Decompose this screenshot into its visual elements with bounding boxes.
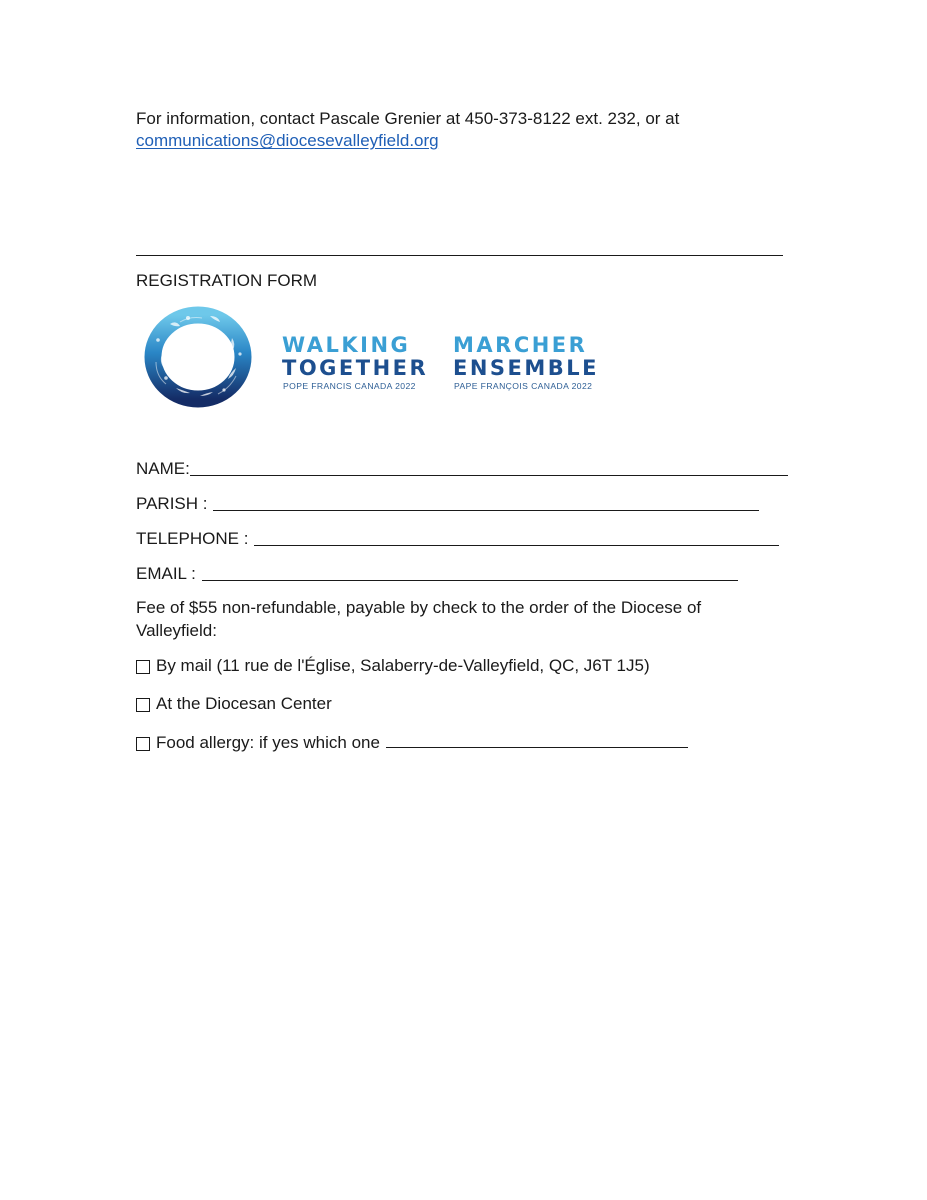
allergy-input-line[interactable]	[386, 747, 688, 748]
registration-title: REGISTRATION FORM	[136, 271, 318, 290]
parish-input-line[interactable]	[213, 510, 759, 511]
logo-together: TOGETHER	[282, 356, 429, 380]
walking-together-logo	[140, 304, 620, 410]
name-field[interactable]	[136, 455, 788, 479]
parish-field[interactable]	[136, 490, 759, 514]
name-input-line[interactable]	[190, 475, 788, 476]
logo-pope-francis: POPE FRANCIS CANADA 2022	[283, 381, 416, 391]
telephone-field[interactable]	[136, 525, 779, 549]
logo-pape-francois: PAPE FRANÇOIS CANADA 2022	[454, 381, 593, 391]
option-food-allergy-label: Food allergy: if yes which one	[156, 733, 380, 752]
checkbox-mail[interactable]	[136, 660, 150, 674]
fee-text: Fee of $55 non-refundable, payable by check to the order of the Diocese of Valleyfield:	[136, 598, 702, 640]
checkbox-center[interactable]	[136, 698, 150, 712]
option-food-allergy[interactable]	[136, 732, 688, 754]
email-label: EMAIL :	[136, 564, 196, 583]
option-diocesan-center-label: At the Diocesan Center	[156, 694, 332, 713]
telephone-label: TELEPHONE :	[136, 529, 249, 548]
contact-email-link[interactable]: communications@diocesevalleyfield.org	[136, 131, 439, 150]
option-diocesan-center[interactable]	[136, 693, 332, 715]
option-by-mail[interactable]	[136, 655, 650, 677]
logo-walking: WALKING	[282, 333, 411, 357]
logo-ensemble: ENSEMBLE	[453, 356, 600, 380]
parish-label: PARISH :	[136, 494, 208, 513]
email-input-line[interactable]	[202, 580, 738, 581]
telephone-input-line[interactable]	[254, 545, 779, 546]
name-label: NAME:	[136, 459, 190, 478]
email-field[interactable]	[136, 560, 738, 584]
section-divider	[136, 255, 783, 256]
contact-text: For information, contact Pascale Grenier at 450-373-8122 ext. 232, or at	[136, 109, 680, 128]
option-by-mail-label: By mail (11 rue de l'Église, Salaberry-de-Valleyfield, QC, J6T 1J5)	[156, 656, 650, 675]
checkbox-allergy[interactable]	[136, 737, 150, 751]
logo-marcher: MARCHER	[453, 333, 588, 357]
contact-info	[136, 108, 679, 152]
ring-emblem-icon	[140, 304, 252, 410]
